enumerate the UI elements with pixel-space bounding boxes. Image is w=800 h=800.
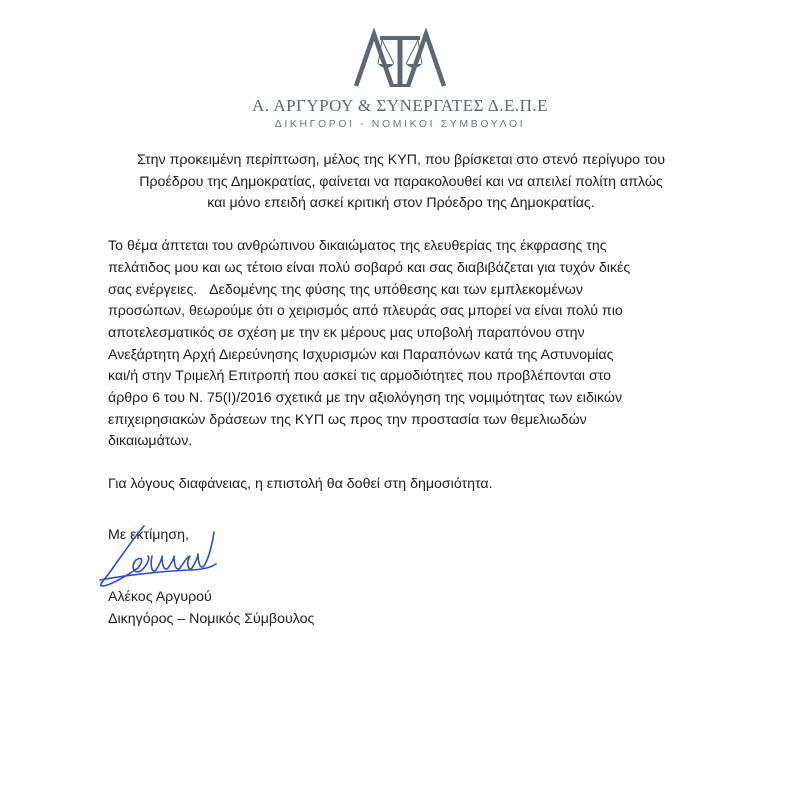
paragraph-2-line: επιχειρησιακών δράσεων της ΚΥΠ ως προς την προστασία των θεμελιωδών [108, 411, 587, 428]
paragraph-2-line [108, 280, 694, 302]
paragraph-2-line: Το θέμα άπτεται του ανθρώπινου δικαιώματος της ελευθερίας της έκφρασης της [108, 238, 607, 255]
paragraph-3: Για λόγους διαφάνειας, η επιστολή θα δοθεί στη δημοσιότητα. [108, 476, 493, 493]
paragraph-2 [108, 236, 694, 453]
letterhead [0, 28, 800, 130]
paragraph-1-line: Προέδρου της Δημοκρατίας, φαίνεται να παρακολουθεί και να απειλεί πολίτη απλώς [139, 173, 663, 190]
paragraph-2-fragment: σας ενέργειες. [108, 281, 198, 298]
paragraph-1 [108, 150, 694, 215]
paragraph-2-line: Ανεξάρτητη Αρχή Διερεύνησης Ισχυρισμών και Παραπόνων κατά της Αστυνομίας [108, 346, 614, 363]
paragraph-1-line: Στην προκειμένη περίπτωση, μέλος της ΚΥΠ, που βρίσκεται στο στενό περίγυρο του [136, 152, 666, 168]
paragraph-2-line: προσώπων, θεωρούμε ότι ο χειρισμός από πλευράς σας μπορεί να είναι πολύ πιο [108, 303, 623, 320]
firm-name: Α. ΑΡΓΥΡΟΥ & ΣΥΝΕΡΓΑΤΕΣ Δ.Ε.Π.Ε [251, 96, 549, 115]
firm-logo [350, 28, 450, 90]
signatory-name: Αλέκος Αργυρού [108, 589, 212, 605]
signatory-title: Δικηγόρος – Νομικός Σύμβουλος [108, 611, 315, 627]
paragraph-2-line: δικαιωμάτων. [108, 433, 193, 450]
paragraph-2-line: αποτελεσματικός σε σχέση με την εκ μέρους μας υποβολή παραπόνου στην [108, 324, 585, 341]
paragraph-1-line: και μόνο επειδή ασκεί κριτική στον Πρόεδρο της Δημοκρατίας. [207, 195, 595, 212]
handwritten-signature [92, 520, 222, 600]
paragraph-2-line: άρθρο 6 του Ν. 75(Ι)/2016 σχετικά με την αξιολόγηση της νομιμότητας των ειδικών [108, 390, 623, 407]
paragraph-2-line: πελάτιδος μου και ως τέτοιο είναι πολύ σοβαρό και σας διαβιβάζεται για τυχόν δικές [108, 259, 631, 276]
salutation: Με εκτίμηση, [108, 527, 189, 543]
paragraph-2-fragment: Δεδομένης της φύσης της υπόθεσης και των εμπλεκομένων [209, 281, 583, 298]
firm-subtitle: ΔΙΚΗΓΟΡΟΙ - ΝΟΜΙΚΟΙ ΣΥΜΒΟΥΛΟΙ [274, 118, 526, 130]
paragraph-2-line: και/ή στην Τριμελή Επιτροπή που ασκεί τις αρμοδιότητες που προβλέπονται στο [108, 368, 612, 385]
letter-body [108, 150, 694, 496]
